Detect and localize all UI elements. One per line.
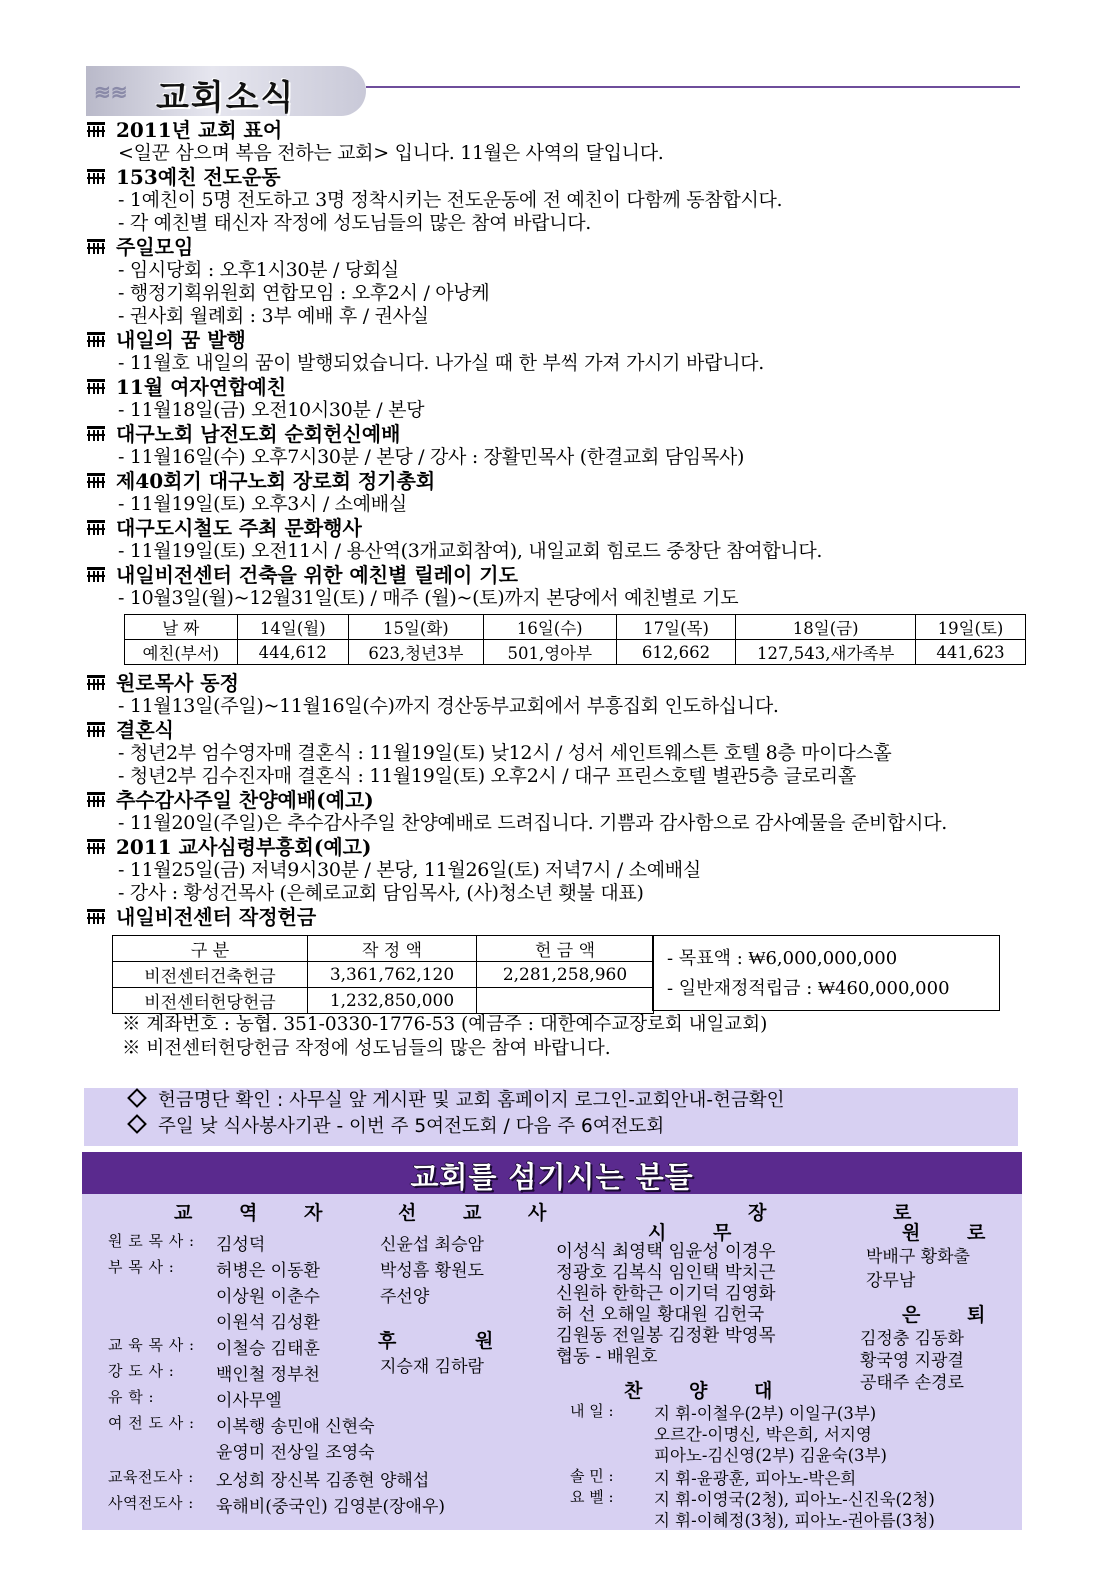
staff-names: 육해비(중국인) 김영분(장애우) — [216, 1497, 445, 1517]
table-row — [125, 640, 1026, 665]
staff-role: 사역전도사 : — [108, 1494, 194, 1512]
simu-names: 정광호 김복식 임인택 박치근 — [556, 1263, 776, 1283]
table-cell: 17일(목) — [616, 615, 736, 640]
news-item-line: - 각 예친별 태신자 작정에 성도님들의 많은 참여 바랍니다. — [118, 212, 592, 234]
news-item — [86, 671, 1026, 718]
choir-name: 솔 민 : — [570, 1467, 614, 1485]
table-cell: 19일(토) — [915, 615, 1025, 640]
title-text: 대구도시철도 주최 문화행사 — [116, 516, 362, 540]
news-item — [86, 235, 1026, 328]
staff-names: 김성덕 — [216, 1235, 266, 1255]
staff-role: 부 목 사 : — [108, 1258, 175, 1276]
title-text: 주일모임 — [116, 235, 194, 259]
simu-names: 김원동 전일봉 김정환 박영목 — [556, 1326, 776, 1346]
table-cell: 441,623 — [915, 640, 1025, 665]
info-box — [84, 1088, 1018, 1146]
header-decoration: ≋≋ — [94, 80, 128, 104]
table-cell: 444,612 — [237, 640, 348, 665]
diamond-bullet-icon — [127, 1114, 147, 1134]
fund-table — [112, 935, 654, 1014]
missionary-names: 주선양 — [380, 1287, 430, 1307]
table-cell: 623,청년3부 — [348, 640, 483, 665]
note-line: ※ 비전센터헌당헌금 작정에 성도님들의 많은 참여 바랍니다. — [122, 1038, 611, 1059]
table-header-cell: 구 분 — [113, 936, 308, 962]
table-cell: 1,232,850,000 — [308, 988, 477, 1014]
table-header-cell: 헌 금 액 — [477, 936, 654, 962]
bullet-icon — [86, 330, 106, 348]
choir-name: 내 일 : — [570, 1402, 614, 1420]
table-cell: 3,361,762,120 — [308, 962, 477, 988]
staff-role: 강 도 사 : — [108, 1362, 175, 1380]
title-text: 내일비전센터 작정헌금 — [116, 905, 317, 929]
news-item-line: - 10월3일(월)~12월31일(토) / 매주 (월)~(토)까지 본당에서 예친별로 기도 — [118, 587, 739, 609]
title-text: 제40회기 대구노회 장로회 정기총회 — [116, 469, 436, 493]
simu-names: 허 선 오해일 황대원 김헌국 — [556, 1305, 765, 1325]
fund-goal-line: - 목표액 : ₩6,000,000,000 — [667, 948, 898, 969]
news-item-title — [86, 718, 1026, 742]
staff-role: 여 전 도 사 : — [108, 1414, 195, 1432]
choir-line: 지 휘-이철우(2부) 이일구(3부) — [654, 1404, 877, 1423]
section-header — [86, 66, 366, 116]
staff-names: 이복행 송민애 신현숙 — [216, 1417, 375, 1437]
table-row — [113, 988, 654, 1014]
wonro-names: 강무남 — [866, 1271, 916, 1291]
news-item-title — [86, 835, 1026, 859]
bullet-icon — [86, 907, 106, 925]
staff-names: 이상원 이춘수 — [216, 1287, 320, 1307]
news-item-line: - 청년2부 김수진자매 결혼식 : 11월19일(토) 오후2시 / 대구 프린스호텔 별관5층 글로리홀 — [118, 765, 856, 787]
news-list — [86, 118, 1026, 1061]
diamond-bullet-icon — [127, 1088, 147, 1108]
table-header-row — [113, 936, 654, 962]
simu-names: 협동 - 배원호 — [556, 1347, 658, 1367]
news-item — [86, 375, 1026, 422]
title-text: 153예친 전도운동 — [116, 165, 281, 189]
wonro-names: 박배구 황화출 — [866, 1247, 970, 1267]
staff-names: 백인철 정부천 — [216, 1365, 320, 1385]
bullet-icon — [86, 790, 106, 808]
table-cell: 127,543,새가족부 — [736, 640, 916, 665]
news-item-title — [86, 165, 1026, 189]
news-item-line: - 11월호 내일의 꿈이 발행되었습니다. 나가실 때 한 부씩 가져 가시기 바랍니다. — [118, 352, 764, 374]
news-item-title — [86, 328, 1026, 352]
table-cell — [477, 988, 654, 1014]
staff-names: 허병은 이동환 — [216, 1261, 320, 1281]
table-cell: 2,281,258,960 — [477, 962, 654, 988]
news-item-line: - 1예친이 5명 전도하고 3명 정착시키는 전도운동에 전 예친이 다함께 동참합시다. — [118, 189, 783, 211]
news-item-title — [86, 788, 1026, 812]
title-text: 원로목사 동정 — [116, 671, 239, 695]
wonro-heading: 원 로 — [902, 1222, 1006, 1244]
info-line: 헌금명단 확인 : 사무실 앞 게시판 및 교회 홈페이지 로그인-교회안내-헌금확인 — [84, 1088, 1018, 1114]
title-text: 2011 교사심령부흥회(예고) — [116, 835, 372, 859]
staff-names: 이사무엘 — [216, 1391, 282, 1411]
bullet-icon — [86, 237, 106, 255]
news-item-title — [86, 563, 1026, 587]
news-item — [86, 118, 1026, 165]
title-text: 11월 여자연합예친 — [116, 375, 287, 399]
choir-line: 피아노-김신영(2부) 김윤숙(3부) — [654, 1446, 887, 1465]
staff-role: 교육전도사 : — [108, 1468, 194, 1486]
news-item-line: - 11월18일(금) 오전10시30분 / 본당 — [118, 399, 425, 421]
table-cell: 18일(금) — [736, 615, 916, 640]
staff-names: 오성희 장신복 김종현 양해섭 — [216, 1471, 430, 1491]
news-item-title — [86, 671, 1026, 695]
euntoe-heading: 은 퇴 — [902, 1304, 1006, 1326]
choir-line: 지 휘-이영국(2청), 피아노-신진욱(2청) — [654, 1490, 935, 1509]
choir-line: 지 휘-이혜정(3청), 피아노-권아름(3청) — [654, 1511, 935, 1530]
euntoe-names: 김정충 김동화 — [860, 1329, 964, 1349]
news-item — [86, 165, 1026, 235]
fund-section — [112, 935, 1002, 1015]
table-cell: 15일(화) — [348, 615, 483, 640]
choir-line: 지 휘-윤광훈, 피아노-박은희 — [654, 1469, 857, 1488]
title-text: 결혼식 — [116, 718, 174, 742]
staff-names: 이원석 김성환 — [216, 1313, 320, 1333]
staff-panel — [82, 1194, 1022, 1530]
table-cell: 14일(월) — [237, 615, 348, 640]
simu-names: 이성식 최영택 임윤성 이경우 — [556, 1242, 776, 1262]
table-cell: 비전센터헌당헌금 — [113, 988, 308, 1014]
table-cell: 비전센터건축헌금 — [113, 962, 308, 988]
news-item — [86, 516, 1026, 563]
bullet-icon — [86, 471, 106, 489]
news-item — [86, 469, 1026, 516]
news-item — [86, 835, 1026, 905]
title-text: 추수감사주일 찬양예배(예고) — [116, 788, 374, 812]
news-item-line: - 행정기획위원회 연합모임 : 오후2시 / 아낭케 — [118, 282, 490, 304]
news-item-line: - 강사 : 황성건목사 (은혜로교회 담임목사, (사)청소년 횃불 대표) — [118, 882, 644, 904]
bullet-icon — [86, 424, 106, 442]
header-rule — [366, 86, 1020, 88]
news-item — [86, 905, 1026, 929]
table-cell: 501,영아부 — [483, 640, 616, 665]
sponsor-names: 지승재 김하람 — [380, 1357, 484, 1377]
table-cell: 예친(부서) — [125, 640, 238, 665]
news-item-line: - 임시당회 : 오후1시30분 / 당회실 — [118, 259, 399, 281]
news-item-line: - 11월19일(토) 오후3시 / 소예배실 — [118, 493, 407, 515]
bullet-icon — [86, 720, 106, 738]
sponsor-heading: 후 원 — [378, 1330, 530, 1352]
bullet-icon — [86, 377, 106, 395]
news-item-line: - 11월16일(수) 오후7시30분 / 본당 / 강사 : 장활민목사 (한결교회 담임목사) — [118, 446, 745, 468]
bullet-icon — [86, 837, 106, 855]
staff-names: 윤영미 전상일 조영숙 — [216, 1443, 375, 1463]
news-item — [86, 422, 1026, 469]
news-item-line: <일꾼 삼으며 복음 전하는 교회> 입니다. 11월은 사역의 달입니다. — [118, 142, 664, 164]
staff-role: 유 학 : — [108, 1388, 155, 1406]
news-item-line: - 11월25일(금) 저녁9시30분 / 본당, 11월26일(토) 저녁7시 / 소예배실 — [118, 859, 701, 881]
choir-heading: 찬 양 대 — [624, 1380, 793, 1402]
staff-role: 교 육 목 사 : — [108, 1336, 195, 1354]
news-item-line: - 청년2부 엄수영자매 결혼식 : 11월19일(토) 낮12시 / 성서 세인트웨스튼 호텔 8층 마이다스홀 — [118, 742, 892, 764]
news-item-title — [86, 422, 1026, 446]
simu-heading: 시 무 — [648, 1222, 752, 1244]
staff-names: 이철승 김태훈 — [216, 1339, 320, 1359]
staff-title-band — [82, 1152, 1022, 1194]
title-text: 내일의 꿈 발행 — [116, 328, 246, 352]
missionary-names: 박성흠 황원도 — [380, 1261, 484, 1281]
note-line: ※ 계좌번호 : 농협. 351-0330-1776-53 (예금주 : 대한예수교장로회 내일교회) — [122, 1014, 768, 1035]
news-item-line: - 권사회 월례회 : 3부 예배 후 / 권사실 — [118, 305, 429, 327]
fund-goal-box — [652, 935, 1000, 1011]
title-text: 대구노회 남전도회 순회헌신예배 — [116, 422, 401, 446]
bullet-icon — [86, 673, 106, 691]
news-item-line: - 11월20일(주일)은 추수감사주일 찬양예배로 드려집니다. 기쁨과 감사함으로 감사예물을 준비합시다. — [118, 812, 948, 834]
news-item — [86, 718, 1026, 788]
staff-title: 교회를 섬기시는 분들 — [410, 1160, 694, 1194]
euntoe-names: 공태주 손경로 — [860, 1373, 964, 1393]
table-cell: 16일(수) — [483, 615, 616, 640]
title-text: 2011년 교회 표어 — [116, 118, 283, 142]
table-row — [113, 962, 654, 988]
news-item-line: - 11월19일(토) 오전11시 / 용산역(3개교회참여), 내일교회 힘로드 중창단 참여합니다. — [118, 540, 823, 562]
news-item — [86, 788, 1026, 835]
simu-names: 신원하 한학근 이기덕 김영화 — [556, 1284, 776, 1304]
table-cell: 612,662 — [616, 640, 736, 665]
choir-name: 요 벨 : — [570, 1488, 614, 1506]
euntoe-names: 황국영 지광결 — [860, 1351, 964, 1371]
choir-line: 오르간-이명신, 박은희, 서지영 — [654, 1425, 872, 1444]
staff-role: 원 로 목 사 : — [108, 1232, 195, 1250]
news-item — [86, 563, 1026, 610]
missionary-heading: 선 교 사 — [398, 1202, 567, 1224]
relay-prayer-table — [124, 614, 1026, 665]
table-header-cell: 작 정 액 — [308, 936, 477, 962]
info-line: 주일 낮 식사봉사기관 - 이번 주 5여전도회 / 다음 주 6여전도회 — [84, 1114, 1018, 1140]
bullet-icon — [86, 120, 106, 138]
elder-heading: 장 로 — [748, 1202, 972, 1224]
gyoyeokja-heading: 교 역 자 — [174, 1202, 343, 1224]
news-item-title — [86, 516, 1026, 540]
table-cell: 날 짜 — [125, 615, 238, 640]
news-item-title — [86, 469, 1026, 493]
news-item-title — [86, 235, 1026, 259]
news-item-title — [86, 118, 1026, 142]
news-item-title — [86, 905, 1026, 929]
title-text: 내일비전센터 건축을 위한 예친별 릴레이 기도 — [116, 563, 518, 587]
news-item-line: - 11월13일(주일)~11월16일(수)까지 경산동부교회에서 부흥집회 인도하십니다. — [118, 695, 779, 717]
fund-goal-line: - 일반재정적립금 : ₩460,000,000 — [667, 978, 950, 999]
bullet-icon — [86, 565, 106, 583]
bullet-icon — [86, 518, 106, 536]
missionary-names: 신윤섭 최승암 — [380, 1235, 484, 1255]
news-item-title — [86, 375, 1026, 399]
page-title: 교회소식 — [156, 78, 296, 118]
table-row — [125, 615, 1026, 640]
news-item — [86, 328, 1026, 375]
bullet-icon — [86, 167, 106, 185]
